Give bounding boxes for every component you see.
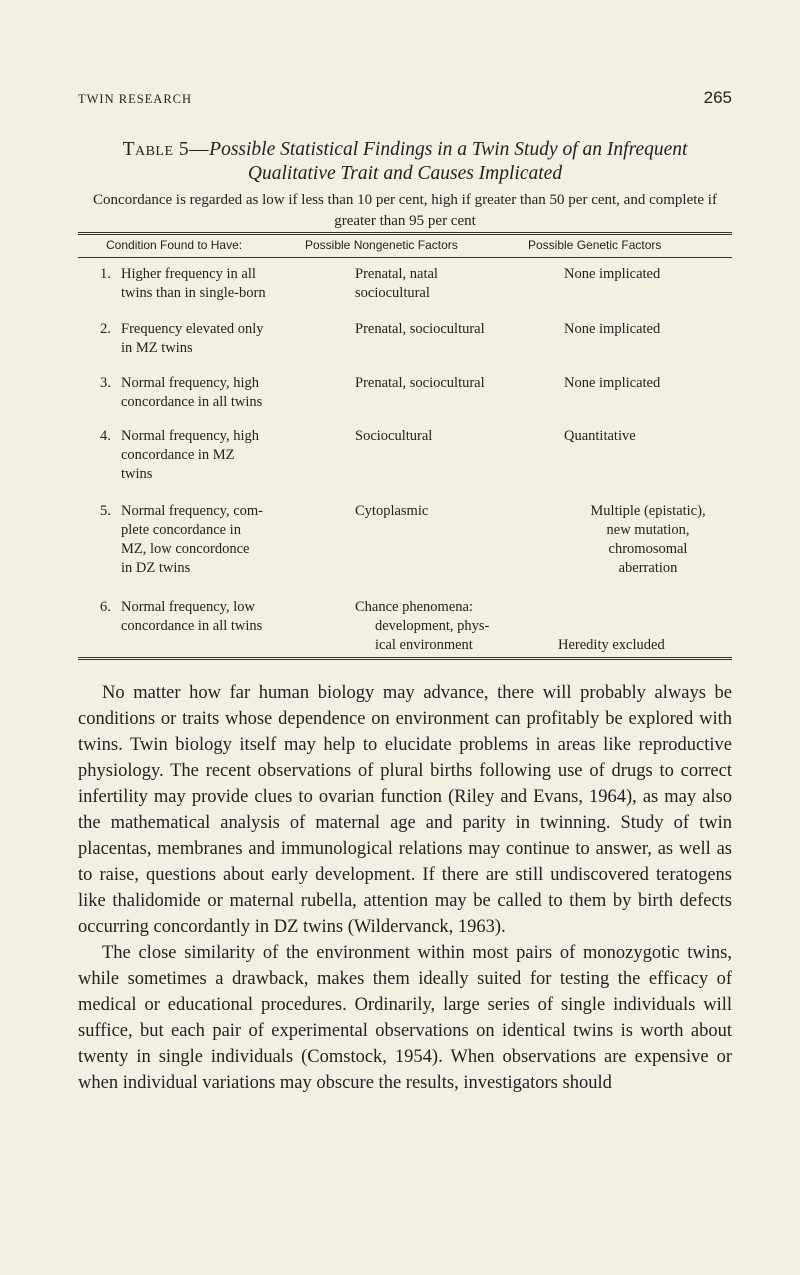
nongenetic-line: Sociocultural [355, 428, 433, 444]
condition-line: Higher frequency in all [121, 266, 256, 282]
genetic-line: new mutation, [606, 522, 690, 538]
table-bottom-rule [78, 657, 732, 660]
condition-line: in MZ twins [121, 340, 193, 356]
row-condition [121, 427, 321, 484]
condition-line: twins than in single-born [121, 285, 266, 301]
row-genetic [564, 427, 732, 446]
row-condition [121, 265, 321, 303]
genetic-line: aberration [618, 560, 678, 576]
column-header-genetic: Possible Genetic Factors [528, 238, 662, 252]
genetic-line: None implicated [564, 375, 661, 391]
row-number: 2. [100, 321, 111, 337]
condition-line: Normal frequency, low [121, 599, 255, 615]
condition-line: plete concordance in [121, 522, 241, 538]
condition-line: Frequency elevated only [121, 321, 264, 337]
nongenetic-line: Prenatal, natal [355, 266, 438, 282]
condition-line: concordance in all twins [121, 618, 263, 634]
genetic-line: Heredity excluded [558, 637, 665, 653]
row-nongenetic [355, 598, 555, 655]
genetic-line: Multiple (epistatic), [590, 503, 706, 519]
table-title-text: Possible Statistical Findings in a Twin Study of an Infrequent Qualitative Trait and Causes Implicated [209, 139, 688, 184]
genetic-line [564, 617, 732, 636]
row-genetic [564, 502, 732, 578]
running-title: TWIN RESEARCH [78, 92, 193, 106]
nongenetic-line: Cytoplasmic [355, 503, 429, 519]
genetic-line [564, 598, 732, 617]
row-nongenetic [355, 320, 555, 339]
nongenetic-line: Chance phenomena: [355, 599, 473, 615]
page-number: 265 [703, 88, 732, 107]
table-header-rule [78, 257, 732, 258]
row-genetic [564, 374, 732, 393]
nongenetic-line: Prenatal, sociocultural [355, 321, 485, 337]
nongenetic-line: development, phys- [375, 618, 490, 634]
genetic-line: None implicated [564, 266, 661, 282]
table-caption: Concordance is regarded as low if less than 10 per cent, high if greater than 50 per cent, and complete if greater than 95 per cent [93, 192, 717, 229]
table-title [78, 138, 732, 186]
condition-line: twins [121, 466, 153, 482]
row-number: 6. [100, 599, 111, 615]
row-nongenetic [355, 374, 555, 393]
nongenetic-line: Prenatal, sociocultural [355, 375, 485, 391]
paragraph: The close similarity of the environment within most pairs of monozygotic twins, while sometimes a drawback, makes them ideally suited for testing the efficacy of medical or educational procedures. Ordinarily, large series of single individuals will suffice, but each pair of experimental observations on identical twins is worth about twenty in single individuals (Comstock, 1954). When observations are expensive or when individual variations may obscure the results, investigators should [78, 943, 732, 1093]
column-header-condition: Condition Found to Have: [106, 238, 243, 252]
row-number: 5. [100, 503, 111, 519]
row-number: 1. [100, 266, 111, 282]
genetic-line: chromosomal [608, 541, 688, 557]
genetic-line: Quantitative [564, 428, 636, 444]
row-nongenetic [355, 265, 555, 303]
condition-line: in DZ twins [121, 560, 191, 576]
row-condition [121, 320, 321, 358]
row-number: 4. [100, 428, 111, 444]
condition-line: concordance in MZ [121, 447, 235, 463]
condition-line: Normal frequency, high [121, 428, 259, 444]
table-label: Table 5— [122, 139, 210, 160]
row-genetic [564, 265, 732, 284]
row-condition [121, 374, 321, 412]
nongenetic-line: ical environment [375, 637, 473, 653]
condition-line: Normal frequency, com- [121, 503, 263, 519]
row-nongenetic [355, 502, 555, 521]
running-header [78, 88, 732, 112]
row-nongenetic [355, 427, 555, 446]
paragraph: No matter how far human biology may advance, there will probably always be conditions or traits whose dependence on environment can profitably be explored with twins. Twin biology itself may help to elucidate problems in areas like reproductive physiology. The recent observations of plural births following use of drugs to correct infertility may provide clues to ovarian function (Riley and Evans, 1964), as may also the mathematical analysis of maternal age and parity in twinning. Study of twin placentas, membranes and immunological relations may continue to answer, as well as to raise, questions about early development. If there are still undiscovered teratogens like thalidomide or maternal rubella, attention may be called to them by birth defects occurring concordantly in DZ twins (Wildervanck, 1963). [78, 683, 732, 937]
row-number: 3. [100, 375, 111, 391]
table-top-rule [78, 232, 732, 235]
body-text [78, 680, 732, 1096]
condition-line: MZ, low concordonce [121, 541, 250, 557]
column-header-nongenetic: Possible Nongenetic Factors [305, 238, 458, 252]
nongenetic-line: sociocultural [355, 285, 430, 301]
row-genetic [564, 320, 732, 339]
row-condition [121, 502, 321, 578]
row-condition [121, 598, 321, 636]
condition-line: concordance in all twins [121, 394, 263, 410]
genetic-line: None implicated [564, 321, 661, 337]
row-genetic [558, 598, 732, 655]
condition-line: Normal frequency, high [121, 375, 259, 391]
